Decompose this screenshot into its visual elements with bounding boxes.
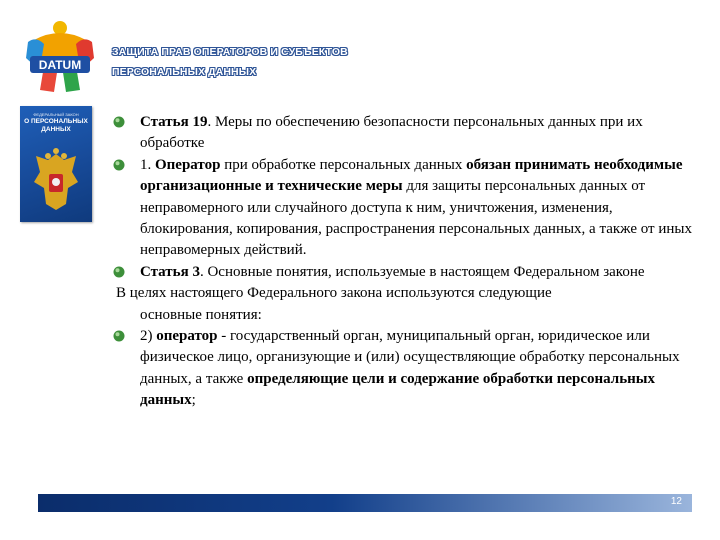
bullet-icon <box>113 330 125 342</box>
header-title-line-1: ЗАЩИТА ПРАВ ОПЕРАТОРОВ И СУБЪЕКТОВ <box>112 46 348 58</box>
header-title-line-2: ПЕРСОНАЛЬНЫХ ДАННЫХ <box>112 66 257 78</box>
operator-obligation-rest: для защиты персональных данных от неправомерного или случайного доступа к ним, уничтожения, изменения, блокирования, копирования, распространения персональных данных, а также от иных неправомерных действий. <box>140 178 692 259</box>
operator-definition-lead: 2) <box>140 328 157 345</box>
article-3-heading: Статья 3 <box>140 263 200 280</box>
article-3-text: . Основные понятия, используемые в настоящем Федеральном законе <box>199 263 645 280</box>
book-caption-small: ФЕДЕРАЛЬНЫЙ ЗАКОН <box>33 112 79 117</box>
operator-definition-tail: ; <box>191 392 196 409</box>
book-caption-line-1: О ПЕРСОНАЛЬНЫХ <box>24 118 88 125</box>
article-19-text: . Меры по обеспечению безопасности персональных данных при их обработке <box>140 114 643 152</box>
paragraph-definitions-intro <box>116 283 701 326</box>
operator-definition-mid: - государственный орган, муниципальный орган, юридическое или физическое лицо, организующие и (или) осуществляющие обработку персональных данных, а также <box>140 328 680 387</box>
operator-obligation-bold-2: обязан принимать необходимые организационные и технические меры <box>140 156 683 195</box>
paragraph-operator-definition <box>116 326 701 412</box>
coat-of-arms-icon <box>30 148 82 214</box>
law-book-cover <box>20 106 92 222</box>
footer-bar <box>38 494 692 512</box>
paragraph-article-3 <box>116 262 701 283</box>
datum-logo-graphic <box>14 18 106 98</box>
operator-obligation-mid: при обработке персональных данных <box>220 156 467 173</box>
definitions-intro-line-1: В целях настоящего Федерального закона используются следующие <box>116 285 552 302</box>
bullet-icon <box>113 159 125 171</box>
bullet-icon <box>113 266 125 278</box>
operator-obligation-lead: 1. <box>140 156 155 173</box>
operator-obligation-bold-1: Оператор <box>155 156 221 173</box>
operator-definition-bold-1: оператор <box>156 328 218 345</box>
header-title <box>112 42 348 82</box>
paragraph-article-19 <box>116 112 701 155</box>
book-caption <box>22 112 90 134</box>
svg-text:DATUM: DATUM <box>38 58 82 72</box>
page-number: 12 <box>670 496 682 507</box>
datum-logo <box>14 18 106 98</box>
bullet-icon <box>113 116 125 128</box>
paragraph-operator-obligation <box>116 155 701 262</box>
slide-content <box>116 112 701 412</box>
definitions-intro-line-2: основные понятия: <box>140 306 262 323</box>
article-19-heading: Статья 19 <box>140 114 208 130</box>
operator-definition-bold-2: определяющие цели и содержание обработки персональных данных <box>140 370 656 409</box>
book-caption-line-2: ДАННЫХ <box>41 126 71 133</box>
